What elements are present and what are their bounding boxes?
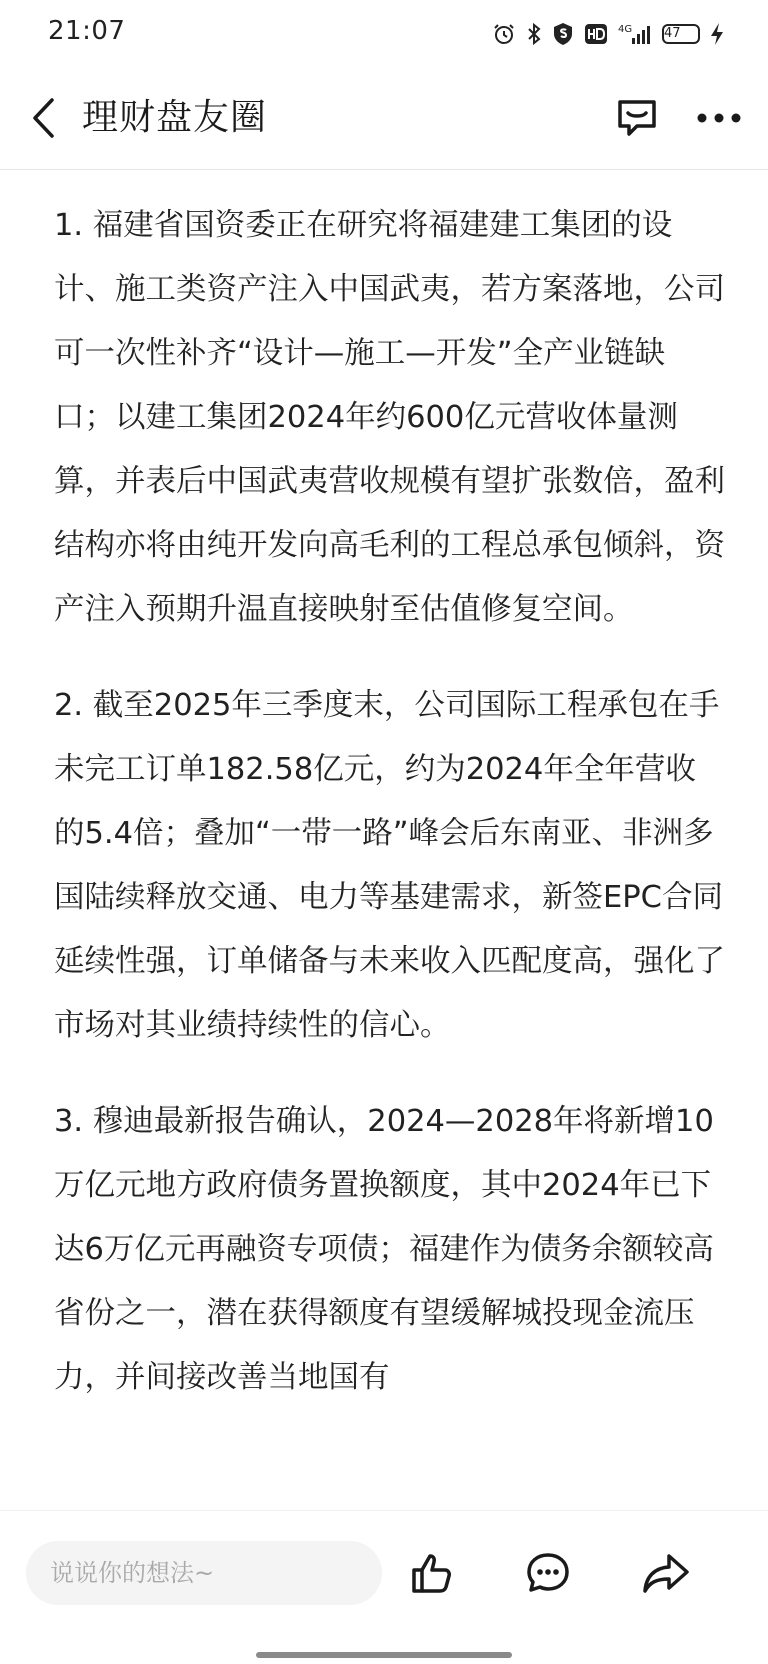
hd-icon [584,23,608,45]
status-time: 21:07 [48,16,126,46]
shield-s-icon [552,22,574,46]
home-indicator[interactable] [256,1652,512,1658]
bluetooth-icon [526,22,542,46]
signal-4g-icon [618,22,652,46]
svg-text:4G: 4G [618,24,633,35]
bottom-action-bar [0,1510,768,1664]
header [0,68,768,170]
article-paragraph-1: 1. 福建省国资委正在研究将福建建工集团的设计、施工类资产注入中国武夷，若方案落地，公司可一次性补齐“设计—施工—开发”全产业链缺口；以建工集团2024年约600亿元营收体量测算，并表后中国武夷营收规模有望扩张数倍，盈利结构亦将由纯开发向高毛利的工程总承包倾斜，资产注入预期升温直接映射至估值修复空间。 [54,208,725,627]
comment-input[interactable] [26,1541,382,1605]
share-arrow-icon [641,1551,691,1595]
reply-button[interactable] [520,1545,576,1601]
share-button[interactable] [638,1545,694,1601]
back-arrow-icon [30,97,58,139]
thumbs-up-icon [410,1551,454,1595]
chat-button[interactable] [612,94,662,142]
status-bar [0,0,768,68]
like-button[interactable] [404,1545,460,1601]
article-paragraph-2: 2. 截至2025年三季度末，公司国际工程承包在手未完工订单182.58亿元，约为2024年全年营收的5.4倍；叠加“一带一路”峰会后东南亚、非洲多国陆续释放交通、电力等基建需求，新签EPC合同延续性强，订单储备与未来收入匹配度高，强化了市场对其业绩持续性的信心。 [54,688,725,1043]
alarm-icon [492,22,516,46]
more-dots-icon [696,112,742,124]
more-button[interactable] [692,100,746,136]
back-button[interactable] [20,92,68,144]
page-title: 理财盘友圈 [82,97,268,138]
chat-bubble-icon [615,98,659,138]
article-paragraph-3: 3. 穆迪最新报告确认，2024—2028年将新增10万亿元地方政府债务置换额度，其中2024年已下达6万亿元再融资专项债；福建作为债务余额较高省份之一，潜在获得额度有望缓解城投现金流压力，并间接改善当地国有 [54,1104,714,1395]
comment-bubble-icon [525,1551,571,1595]
article-content [54,194,726,1442]
status-icons [492,20,724,48]
charging-icon [710,22,724,46]
battery-icon: 47 [662,24,700,44]
